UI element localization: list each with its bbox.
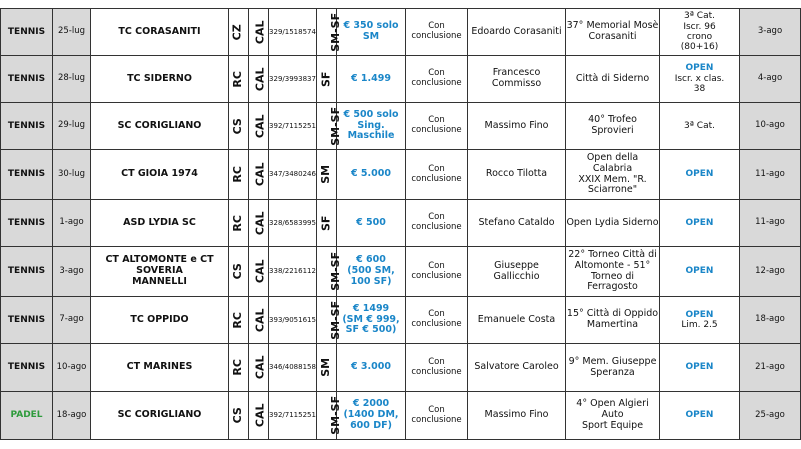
phone-cell — [269, 344, 317, 392]
event-name-cell — [566, 200, 660, 247]
end-date-cell — [740, 200, 801, 247]
referee-cell — [468, 200, 566, 247]
region-text: CAL — [253, 67, 267, 91]
phone-text: 392/7115251 — [269, 121, 316, 130]
sport-cell — [1, 247, 53, 297]
mode-cell — [406, 344, 468, 392]
region-cell — [249, 9, 269, 56]
start-date-cell — [53, 392, 91, 440]
club-text: ASD LYDIA SC — [123, 216, 196, 228]
mode-text: Con conclusione — [411, 21, 462, 41]
sport-text: TENNIS — [7, 73, 46, 84]
prize-cell — [337, 9, 406, 56]
event-name-text: 40° Trofeo Sprovieri — [588, 114, 637, 136]
notes-text: OPEN — [685, 309, 714, 320]
prize-cell — [337, 247, 406, 297]
mode-text: Con conclusione — [411, 212, 462, 232]
phone-cell — [269, 297, 317, 344]
end-date-text: 18-ago — [755, 314, 785, 325]
province-cell — [229, 247, 249, 297]
region-cell — [249, 344, 269, 392]
notes-text: OPEN — [685, 362, 714, 373]
mode-text: Con conclusione — [411, 356, 462, 377]
notes-cell — [660, 56, 740, 103]
phone-text: 392/7115251 — [269, 411, 316, 420]
category-cell — [317, 103, 343, 150]
province-cell — [229, 200, 249, 247]
club-text: TC SIDERNO — [127, 72, 192, 84]
club-text: TC CORASANITI — [118, 25, 201, 37]
start-date-text: 7-ago — [59, 314, 84, 325]
end-date-text: 25-ago — [755, 409, 785, 420]
start-date-cell — [53, 297, 91, 344]
club-text: CT MARINES — [126, 361, 193, 373]
event-name-cell — [566, 56, 660, 103]
event-name-text: Città di Siderno — [575, 72, 650, 84]
province-cell — [229, 56, 249, 103]
referee-text: Francesco Commisso — [491, 67, 542, 89]
sport-cell — [1, 103, 53, 150]
start-date-cell — [53, 103, 91, 150]
end-date-text: 10-ago — [755, 120, 785, 131]
club-cell — [91, 392, 229, 440]
event-name-text: Open Lydia Siderno — [566, 216, 659, 228]
region-text: CAL — [253, 355, 267, 380]
referee-text: Salvatore Caroleo — [474, 361, 559, 373]
notes-cell — [660, 200, 740, 247]
notes-extra-text: Lim. 2.5 — [681, 320, 718, 330]
phone-text: 393/9051615 — [269, 315, 316, 324]
notes-text: OPEN — [685, 63, 714, 74]
sport-text: TENNIS — [7, 26, 46, 37]
table-row — [1, 247, 801, 297]
start-date-text: 1-ago — [59, 217, 84, 228]
club-cell — [91, 56, 229, 103]
club-cell — [91, 247, 229, 297]
start-date-text: 30-lug — [57, 168, 86, 179]
start-date-text: 25-lug — [57, 26, 86, 37]
sport-cell — [1, 150, 53, 200]
category-cell — [317, 392, 343, 440]
notes-cell — [660, 103, 740, 150]
club-cell — [91, 9, 229, 56]
province-text: RC — [231, 70, 245, 88]
province-text: RC — [231, 214, 245, 232]
mode-cell — [406, 103, 468, 150]
sport-cell — [1, 200, 53, 247]
province-cell — [229, 392, 249, 440]
end-date-text: 11-ago — [755, 217, 785, 228]
club-text: TC OPPIDO — [130, 313, 189, 325]
mode-cell — [406, 9, 468, 56]
end-date-cell — [740, 344, 801, 392]
prize-text: € 1.499 — [351, 72, 391, 84]
region-cell — [249, 103, 269, 150]
province-text: RC — [231, 311, 245, 329]
region-text: CAL — [253, 403, 267, 428]
mode-text: Con conclusione — [411, 163, 462, 184]
event-name-text: 15° Città di Oppido Mamertina — [566, 308, 659, 330]
sport-cell — [1, 344, 53, 392]
province-cell — [229, 297, 249, 344]
phone-text: 328/6583995 — [269, 218, 316, 227]
mode-text: Con conclusione — [411, 115, 462, 135]
category-text: SF — [319, 71, 333, 87]
club-cell — [91, 103, 229, 150]
province-text: CS — [231, 263, 245, 280]
sport-cell — [1, 392, 53, 440]
end-date-text: 4-ago — [757, 73, 783, 84]
table-row — [1, 344, 801, 392]
event-name-text: 4° Open Algieri Auto Sport Equipe — [576, 398, 649, 431]
prize-cell — [337, 150, 406, 200]
province-text: CS — [231, 117, 245, 135]
club-cell — [91, 344, 229, 392]
province-cell — [229, 344, 249, 392]
event-name-cell — [566, 9, 660, 56]
category-text: SM-SF — [329, 12, 343, 52]
category-cell — [317, 56, 337, 103]
mode-cell — [406, 392, 468, 440]
notes-text: OPEN — [685, 217, 714, 228]
referee-cell — [468, 56, 566, 103]
phone-cell — [269, 103, 317, 150]
start-date-cell — [53, 247, 91, 297]
event-name-text: Open della Calabria XXIX Mem. "R. Sciarrone" — [578, 151, 647, 196]
category-text: SF — [319, 215, 333, 231]
table-row — [1, 150, 801, 200]
club-text: CT GIOIA 1974 — [121, 168, 198, 180]
sport-text: TENNIS — [7, 362, 46, 373]
start-date-text: 10-ago — [56, 361, 87, 372]
phone-text: 347/3480246 — [269, 170, 316, 179]
prize-cell — [337, 392, 406, 440]
table-row — [1, 103, 801, 150]
club-text: SC CORIGLIANO — [117, 409, 202, 421]
end-date-cell — [740, 297, 801, 344]
notes-text: OPEN — [685, 410, 714, 421]
prize-text: € 1499 (SM € 999, SF € 500) — [342, 302, 400, 336]
notes-cell — [660, 344, 740, 392]
prize-text: € 5.000 — [351, 168, 391, 180]
tournament-table — [0, 8, 801, 440]
referee-cell — [468, 247, 566, 297]
notes-text: 3ª Cat. — [683, 120, 716, 131]
club-cell — [91, 200, 229, 247]
region-cell — [249, 56, 269, 103]
sport-text: TENNIS — [7, 266, 46, 277]
event-name-cell — [566, 103, 660, 150]
referee-text: Stefano Cataldo — [478, 216, 555, 228]
mode-cell — [406, 200, 468, 247]
sport-text: TENNIS — [7, 217, 46, 228]
referee-cell — [468, 344, 566, 392]
start-date-text: 28-lug — [57, 73, 86, 84]
referee-text: Rocco Tilotta — [485, 168, 548, 180]
referee-cell — [468, 9, 566, 56]
event-name-text: 37° Memorial Mosè Corasaniti — [566, 20, 659, 42]
end-date-text: 12-ago — [755, 265, 785, 276]
phone-cell — [269, 9, 317, 56]
start-date-text: 18-ago — [56, 409, 87, 420]
start-date-text: 29-lug — [57, 120, 86, 131]
prize-cell — [337, 200, 406, 247]
phone-cell — [269, 200, 317, 247]
category-cell — [317, 150, 337, 200]
category-text: SM-SF — [329, 300, 343, 340]
mode-text: Con conclusione — [411, 68, 462, 88]
category-text: SM — [319, 165, 333, 184]
end-date-cell — [740, 103, 801, 150]
region-cell — [249, 392, 269, 440]
club-cell — [91, 150, 229, 200]
table-row — [1, 297, 801, 344]
phone-cell — [269, 247, 317, 297]
prize-cell — [337, 103, 406, 150]
sport-cell — [1, 9, 53, 56]
phone-cell — [269, 56, 317, 103]
referee-text: Edoardo Corasaniti — [471, 25, 562, 37]
prize-text: € 350 solo SM — [343, 20, 399, 42]
sport-cell — [1, 56, 53, 103]
end-date-text: 21-ago — [755, 361, 785, 372]
region-text: CAL — [253, 211, 267, 235]
prize-text: € 2000 (1400 DM, 600 DF) — [343, 398, 399, 431]
prize-cell — [337, 56, 406, 103]
event-name-cell — [566, 150, 660, 200]
notes-cell — [660, 150, 740, 200]
end-date-text: 3-ago — [757, 26, 783, 37]
phone-cell — [269, 392, 317, 440]
referee-cell — [468, 392, 566, 440]
phone-text: 329/3993837 — [269, 74, 316, 83]
notes-cell — [660, 297, 740, 344]
province-text: RC — [231, 359, 245, 376]
event-name-text: 9° Mem. Giuseppe Speranza — [568, 355, 657, 378]
province-text: CS — [231, 407, 245, 424]
end-date-cell — [740, 150, 801, 200]
province-text: CZ — [231, 23, 245, 41]
end-date-cell — [740, 9, 801, 56]
club-cell — [91, 297, 229, 344]
category-cell — [317, 9, 343, 56]
table-row — [1, 9, 801, 56]
sport-text: PADEL — [10, 410, 43, 421]
referee-cell — [468, 103, 566, 150]
start-date-cell — [53, 56, 91, 103]
event-name-cell — [566, 392, 660, 440]
mode-cell — [406, 56, 468, 103]
referee-text: Emanuele Costa — [477, 313, 556, 325]
mode-text: Con conclusione — [411, 404, 462, 425]
mode-cell — [406, 247, 468, 297]
start-date-cell — [53, 150, 91, 200]
mode-text: Con conclusione — [411, 260, 462, 281]
end-date-text: 11-ago — [755, 168, 785, 179]
event-name-cell — [566, 344, 660, 392]
sport-text: TENNIS — [7, 120, 46, 131]
region-cell — [249, 297, 269, 344]
table-row — [1, 392, 801, 440]
category-text: SM-SF — [329, 252, 343, 291]
event-name-text: 22° Torneo Città di Altomonte - 51° Torneo di Ferragosto — [568, 248, 657, 293]
category-cell — [317, 297, 343, 344]
referee-text: Massimo Fino — [484, 119, 549, 131]
region-text: CAL — [253, 308, 267, 332]
referee-text: Giuseppe Gallicchio — [493, 259, 540, 282]
start-date-cell — [53, 344, 91, 392]
table-row — [1, 200, 801, 247]
category-text: SM — [319, 358, 333, 377]
notes-extra-text: Iscr. x clas. 38 — [674, 73, 725, 95]
sport-cell — [1, 297, 53, 344]
prize-text: € 3.000 — [351, 361, 391, 373]
referee-text: Massimo Fino — [484, 409, 549, 421]
mode-text: Con conclusione — [411, 309, 462, 329]
sport-text: TENNIS — [7, 169, 46, 180]
notes-cell — [660, 9, 740, 56]
prize-text: € 500 solo Sing. Maschile — [343, 108, 399, 142]
prize-text: € 600 (500 SM, 100 SF) — [347, 254, 395, 287]
notes-cell — [660, 247, 740, 297]
province-text: RC — [231, 166, 245, 183]
prize-cell — [337, 344, 406, 392]
club-text: CT ALTOMONTE e CT SOVERIA MANNELLI — [105, 254, 214, 287]
notes-text: OPEN — [685, 169, 714, 180]
end-date-cell — [740, 247, 801, 297]
start-date-cell — [53, 200, 91, 247]
province-cell — [229, 9, 249, 56]
prize-text: € 500 — [356, 216, 386, 228]
mode-cell — [406, 150, 468, 200]
category-text: SM-SF — [329, 106, 343, 146]
referee-cell — [468, 297, 566, 344]
region-cell — [249, 247, 269, 297]
region-cell — [249, 200, 269, 247]
table-body — [1, 9, 801, 440]
notes-text: OPEN — [685, 266, 714, 277]
region-text: CAL — [253, 114, 267, 138]
phone-text: 346/4088158 — [269, 363, 316, 372]
mode-cell — [406, 297, 468, 344]
event-name-cell — [566, 297, 660, 344]
event-name-cell — [566, 247, 660, 297]
end-date-cell — [740, 56, 801, 103]
region-cell — [249, 150, 269, 200]
phone-text: 329/1518574 — [269, 27, 316, 36]
referee-cell — [468, 150, 566, 200]
table-row — [1, 56, 801, 103]
category-cell — [317, 344, 337, 392]
sport-text: TENNIS — [7, 314, 46, 325]
prize-cell — [337, 297, 406, 344]
notes-text: 3ª Cat. Iscr. 96 crono (80+16) — [680, 11, 719, 53]
phone-text: 338/2216112 — [269, 267, 316, 276]
province-cell — [229, 103, 249, 150]
category-cell — [317, 247, 343, 297]
end-date-cell — [740, 392, 801, 440]
region-text: CAL — [253, 162, 267, 187]
region-text: CAL — [253, 259, 267, 284]
category-cell — [317, 200, 337, 247]
category-text: SM-SF — [329, 396, 343, 435]
start-date-text: 3-ago — [59, 265, 84, 276]
notes-cell — [660, 392, 740, 440]
region-text: CAL — [253, 20, 267, 44]
phone-cell — [269, 150, 317, 200]
start-date-cell — [53, 9, 91, 56]
club-text: SC CORIGLIANO — [117, 119, 202, 131]
province-cell — [229, 150, 249, 200]
